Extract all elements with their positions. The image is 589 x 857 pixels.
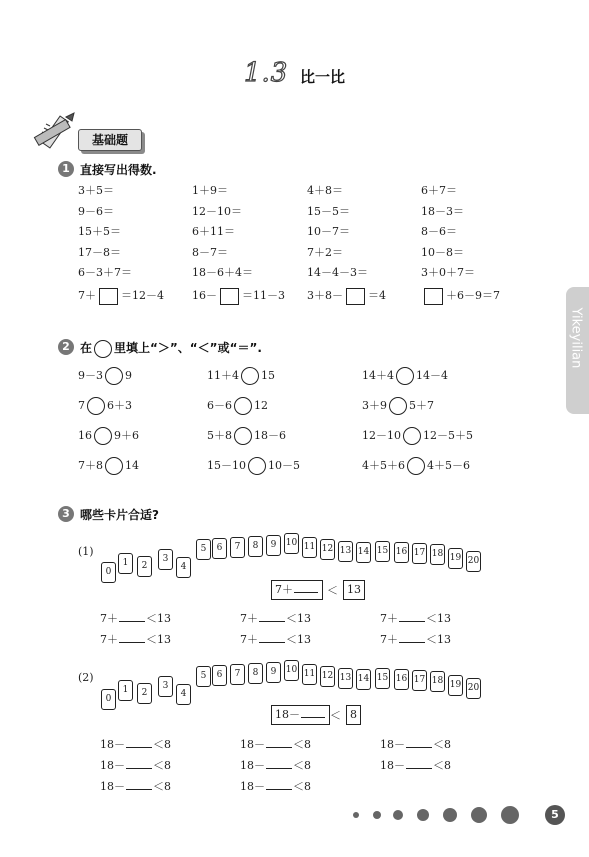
answer-line <box>240 757 311 773</box>
comparison-right: 18－6 <box>254 429 286 442</box>
pencil-ruler-icon <box>30 112 82 152</box>
answer-blank[interactable] <box>266 779 292 790</box>
answer-line-suffix: ＜13 <box>286 633 311 646</box>
question-3-text: 哪些卡片合适? <box>80 508 159 522</box>
number-card[interactable]: 5 <box>196 539 211 560</box>
comparison <box>362 457 470 475</box>
number-card[interactable]: 1 <box>118 553 133 574</box>
answer-line-suffix: ＜8 <box>153 759 171 772</box>
comparison <box>78 367 132 385</box>
number-card[interactable]: 19 <box>448 675 463 696</box>
number-card[interactable]: 1 <box>118 680 133 701</box>
comparison-circle[interactable] <box>396 367 414 385</box>
comparison-circle[interactable] <box>105 367 123 385</box>
answer-blank[interactable] <box>406 758 432 769</box>
answer-line-prefix: 18－ <box>100 738 125 751</box>
number-card[interactable]: 14 <box>356 542 371 563</box>
number-card[interactable]: 0 <box>101 689 116 710</box>
answer-line-suffix: ＜8 <box>293 759 311 772</box>
number-card[interactable]: 0 <box>101 562 116 583</box>
answer-line-prefix: 18－ <box>240 759 265 772</box>
comparison-circle[interactable] <box>403 427 421 445</box>
footer-dot <box>373 811 381 819</box>
answer-line-prefix: 7＋ <box>380 633 398 646</box>
number-card[interactable]: 4 <box>176 557 191 578</box>
number-card[interactable]: 11 <box>302 664 317 685</box>
comparison <box>78 427 139 445</box>
footer-dot <box>393 810 403 820</box>
equation: 17－8＝ <box>78 245 121 259</box>
question-2-text-b: 里填上“＞”、“＜”或“＝”. <box>114 341 262 355</box>
part-1-box-prefix: 7＋ <box>275 583 293 596</box>
answer-blank[interactable] <box>259 632 285 643</box>
equation: 8－7＝ <box>192 245 228 259</box>
question-2-text-a: 在 <box>80 341 93 355</box>
comparison-right: 14－4 <box>416 369 448 382</box>
part-2-box-blank[interactable] <box>301 707 325 718</box>
box-equation <box>78 287 164 305</box>
answer-line-suffix: ＜13 <box>146 612 171 625</box>
answer-line-suffix: ＜8 <box>433 738 451 751</box>
comparison <box>207 367 275 385</box>
comparison-circle[interactable] <box>105 457 123 475</box>
number-card[interactable]: 16 <box>394 669 409 690</box>
equation: 3＋0＋7＝ <box>421 266 475 279</box>
answer-line <box>100 778 171 794</box>
answer-line <box>100 757 171 773</box>
answer-blank[interactable] <box>259 611 285 622</box>
part-2-answer-box <box>271 705 330 725</box>
answer-line-prefix: 18－ <box>240 780 265 793</box>
part-1-box-sign: ＜ <box>327 584 338 597</box>
equation: 6＋11＝ <box>192 225 235 238</box>
answer-blank[interactable] <box>119 611 145 622</box>
answer-line-suffix: ＜8 <box>293 738 311 751</box>
answer-line-prefix: 7＋ <box>240 633 258 646</box>
number-card[interactable]: 13 <box>338 541 353 562</box>
answer-line-prefix: 18－ <box>100 759 125 772</box>
comparison-left: 14＋4 <box>362 369 394 382</box>
comparison-left: 7＋8 <box>78 459 103 472</box>
comparison-circle[interactable] <box>234 427 252 445</box>
comparison-right: 9＋6 <box>114 429 139 442</box>
number-card[interactable]: 16 <box>394 542 409 563</box>
box-equation-prefix: 3＋8－ <box>307 289 343 302</box>
answer-blank[interactable] <box>266 737 292 748</box>
equation: 6－3＋7＝ <box>78 266 132 279</box>
answer-line-suffix: ＜8 <box>433 759 451 772</box>
comparison-right: 12－5＋5 <box>423 429 473 442</box>
number-card[interactable]: 6 <box>212 538 227 559</box>
comparison <box>207 457 300 475</box>
box-equation <box>192 287 285 305</box>
question-2-number: 2 <box>58 339 74 355</box>
comparison-circle[interactable] <box>94 427 112 445</box>
answer-line <box>100 631 171 647</box>
equation: 3＋5＝ <box>78 184 114 197</box>
section-title: 比一比 <box>300 68 346 86</box>
question-1-text: 直接写出得数. <box>80 163 157 177</box>
answer-line-suffix: ＜8 <box>153 738 171 751</box>
question-2-text <box>80 339 262 358</box>
comparison <box>362 427 473 445</box>
comparison-left: 11＋4 <box>207 369 239 382</box>
part-2-label: (2) <box>78 671 94 684</box>
comparison-left: 6－6 <box>207 399 232 412</box>
answer-line <box>380 631 451 647</box>
box-equation-prefix: 7＋ <box>78 289 96 302</box>
part-1-label: (1) <box>78 545 94 558</box>
part-2-box-sign: ＜ <box>330 709 341 722</box>
comparison-left: 12－10 <box>362 429 401 442</box>
box-equation-suffix: ＝12－4 <box>121 289 164 302</box>
number-card[interactable]: 18 <box>430 671 445 692</box>
answer-line-suffix: ＜8 <box>293 780 311 793</box>
answer-blank[interactable] <box>399 632 425 643</box>
equation: 9－6＝ <box>78 204 114 218</box>
comparison <box>78 457 139 475</box>
answer-line-suffix: ＜8 <box>153 780 171 793</box>
comparison-right: 6＋3 <box>107 399 132 412</box>
part-1-answer-box <box>271 580 323 600</box>
number-card[interactable]: 7 <box>230 537 245 558</box>
comparison-circle[interactable] <box>87 397 105 415</box>
side-tab-text: Yikeyilian <box>568 307 584 369</box>
circle-symbol-icon <box>94 340 112 358</box>
answer-blank[interactable] <box>126 779 152 790</box>
number-card[interactable]: 12 <box>320 539 335 560</box>
answer-line <box>380 736 451 752</box>
number-card[interactable]: 10 <box>284 660 299 681</box>
number-card[interactable]: 9 <box>266 535 281 556</box>
part-1-value-box: 13 <box>343 580 365 600</box>
section-number: 1.3 <box>244 58 289 88</box>
answer-box[interactable] <box>99 288 118 305</box>
number-card[interactable]: 18 <box>430 544 445 565</box>
number-card[interactable]: 15 <box>375 541 390 562</box>
answer-blank[interactable] <box>119 632 145 643</box>
answer-blank[interactable] <box>126 737 152 748</box>
answer-line <box>240 778 311 794</box>
number-card[interactable]: 8 <box>248 663 263 684</box>
comparison-left: 4＋5＋6 <box>362 459 405 472</box>
number-card[interactable]: 17 <box>412 670 427 691</box>
comparison <box>362 367 448 385</box>
answer-line-prefix: 7＋ <box>380 612 398 625</box>
comparison-left: 16 <box>78 429 92 442</box>
box-equation-suffix: ＋6－9＝7 <box>446 289 500 302</box>
answer-blank[interactable] <box>399 611 425 622</box>
equation: 14－4－3＝ <box>307 266 368 279</box>
comparison-right: 12 <box>254 399 268 412</box>
equation: 6＋7＝ <box>421 184 457 197</box>
number-card[interactable]: 2 <box>137 556 152 577</box>
number-card[interactable]: 15 <box>375 668 390 689</box>
comparison-circle[interactable] <box>241 367 259 385</box>
answer-line-prefix: 7＋ <box>100 633 118 646</box>
answer-line <box>100 610 171 626</box>
answer-line <box>240 610 311 626</box>
answer-line <box>240 736 311 752</box>
number-card[interactable]: 14 <box>356 669 371 690</box>
number-card[interactable]: 20 <box>466 678 481 699</box>
number-card[interactable]: 13 <box>338 668 353 689</box>
comparison <box>362 397 434 415</box>
comparison-right: 5＋7 <box>409 399 434 412</box>
comparison <box>207 427 286 445</box>
comparison-left: 15－10 <box>207 459 246 472</box>
answer-line-prefix: 18－ <box>240 738 265 751</box>
number-card[interactable]: 5 <box>196 666 211 687</box>
answer-line <box>380 610 451 626</box>
equation: 18－3＝ <box>421 204 464 218</box>
box-equation-suffix: ＝11－3 <box>242 289 285 302</box>
equation: 4＋8＝ <box>307 184 343 197</box>
answer-line-prefix: 18－ <box>380 738 405 751</box>
number-card[interactable]: 9 <box>266 662 281 683</box>
comparison-left: 3＋9 <box>362 399 387 412</box>
page-number: 5 <box>545 805 565 825</box>
number-card[interactable]: 20 <box>466 551 481 572</box>
equation: 8－6＝ <box>421 225 457 238</box>
comparison-left: 5＋8 <box>207 429 232 442</box>
part-1-box-blank[interactable] <box>294 582 318 593</box>
number-card[interactable]: 10 <box>284 533 299 554</box>
box-equation <box>421 287 500 305</box>
number-card[interactable]: 17 <box>412 543 427 564</box>
part-2-value-box: 8 <box>346 705 361 725</box>
number-card[interactable]: 7 <box>230 664 245 685</box>
answer-blank[interactable] <box>406 737 432 748</box>
answer-line-suffix: ＜13 <box>426 633 451 646</box>
equation: 10－7＝ <box>307 225 350 238</box>
comparison-right: 9 <box>125 369 132 382</box>
answer-line-suffix: ＜13 <box>286 612 311 625</box>
question-3-number: 3 <box>58 506 74 522</box>
number-card[interactable]: 3 <box>158 549 173 570</box>
answer-box[interactable] <box>424 288 443 305</box>
equation: 10－8＝ <box>421 245 464 259</box>
number-card[interactable]: 19 <box>448 548 463 569</box>
box-equation <box>307 287 386 305</box>
equation: 12－10＝ <box>192 204 242 218</box>
equation: 15＋5＝ <box>78 225 121 238</box>
answer-line-prefix: 7＋ <box>100 612 118 625</box>
comparison-right: 14 <box>125 459 139 472</box>
answer-box[interactable] <box>220 288 239 305</box>
comparison-circle[interactable] <box>248 457 266 475</box>
comparison-circle[interactable] <box>407 457 425 475</box>
comparison-right: 10－5 <box>268 459 300 472</box>
number-card[interactable]: 12 <box>320 666 335 687</box>
footer-dot <box>443 808 457 822</box>
answer-line-prefix: 18－ <box>100 780 125 793</box>
number-card[interactable]: 2 <box>137 683 152 704</box>
footer-dot <box>417 809 429 821</box>
box-equation-suffix: ＝4 <box>368 289 386 302</box>
footer-dot <box>471 807 487 823</box>
answer-line <box>380 757 451 773</box>
comparison-circle[interactable] <box>234 397 252 415</box>
comparison-left: 7 <box>78 399 85 412</box>
answer-line-prefix: 18－ <box>380 759 405 772</box>
number-card[interactable]: 8 <box>248 536 263 557</box>
comparison-circle[interactable] <box>389 397 407 415</box>
number-card[interactable]: 4 <box>176 684 191 705</box>
equation: 7＋2＝ <box>307 245 343 259</box>
footer-dot <box>501 806 519 824</box>
number-card[interactable]: 6 <box>212 665 227 686</box>
comparison <box>207 397 268 415</box>
number-card[interactable]: 11 <box>302 537 317 558</box>
answer-blank[interactable] <box>126 758 152 769</box>
equation: 18－6＋4＝ <box>192 266 253 279</box>
equation: 1＋9＝ <box>192 184 228 197</box>
box-equation-prefix: 16－ <box>192 289 217 302</box>
answer-line <box>100 736 171 752</box>
answer-box[interactable] <box>346 288 365 305</box>
footer-dot <box>353 812 359 818</box>
basic-problems-badge: 基础题 <box>78 129 142 151</box>
answer-blank[interactable] <box>266 758 292 769</box>
comparison-right: 4＋5－6 <box>427 459 470 472</box>
answer-line <box>240 631 311 647</box>
number-card[interactable]: 3 <box>158 676 173 697</box>
comparison-right: 15 <box>261 369 275 382</box>
answer-line-prefix: 7＋ <box>240 612 258 625</box>
answer-line-suffix: ＜13 <box>146 633 171 646</box>
question-1-number: 1 <box>58 161 74 177</box>
answer-line-suffix: ＜13 <box>426 612 451 625</box>
equation: 15－5＝ <box>307 204 350 218</box>
part-2-box-prefix: 18－ <box>275 708 300 721</box>
comparison <box>78 397 132 415</box>
comparison-left: 9－3 <box>78 369 103 382</box>
